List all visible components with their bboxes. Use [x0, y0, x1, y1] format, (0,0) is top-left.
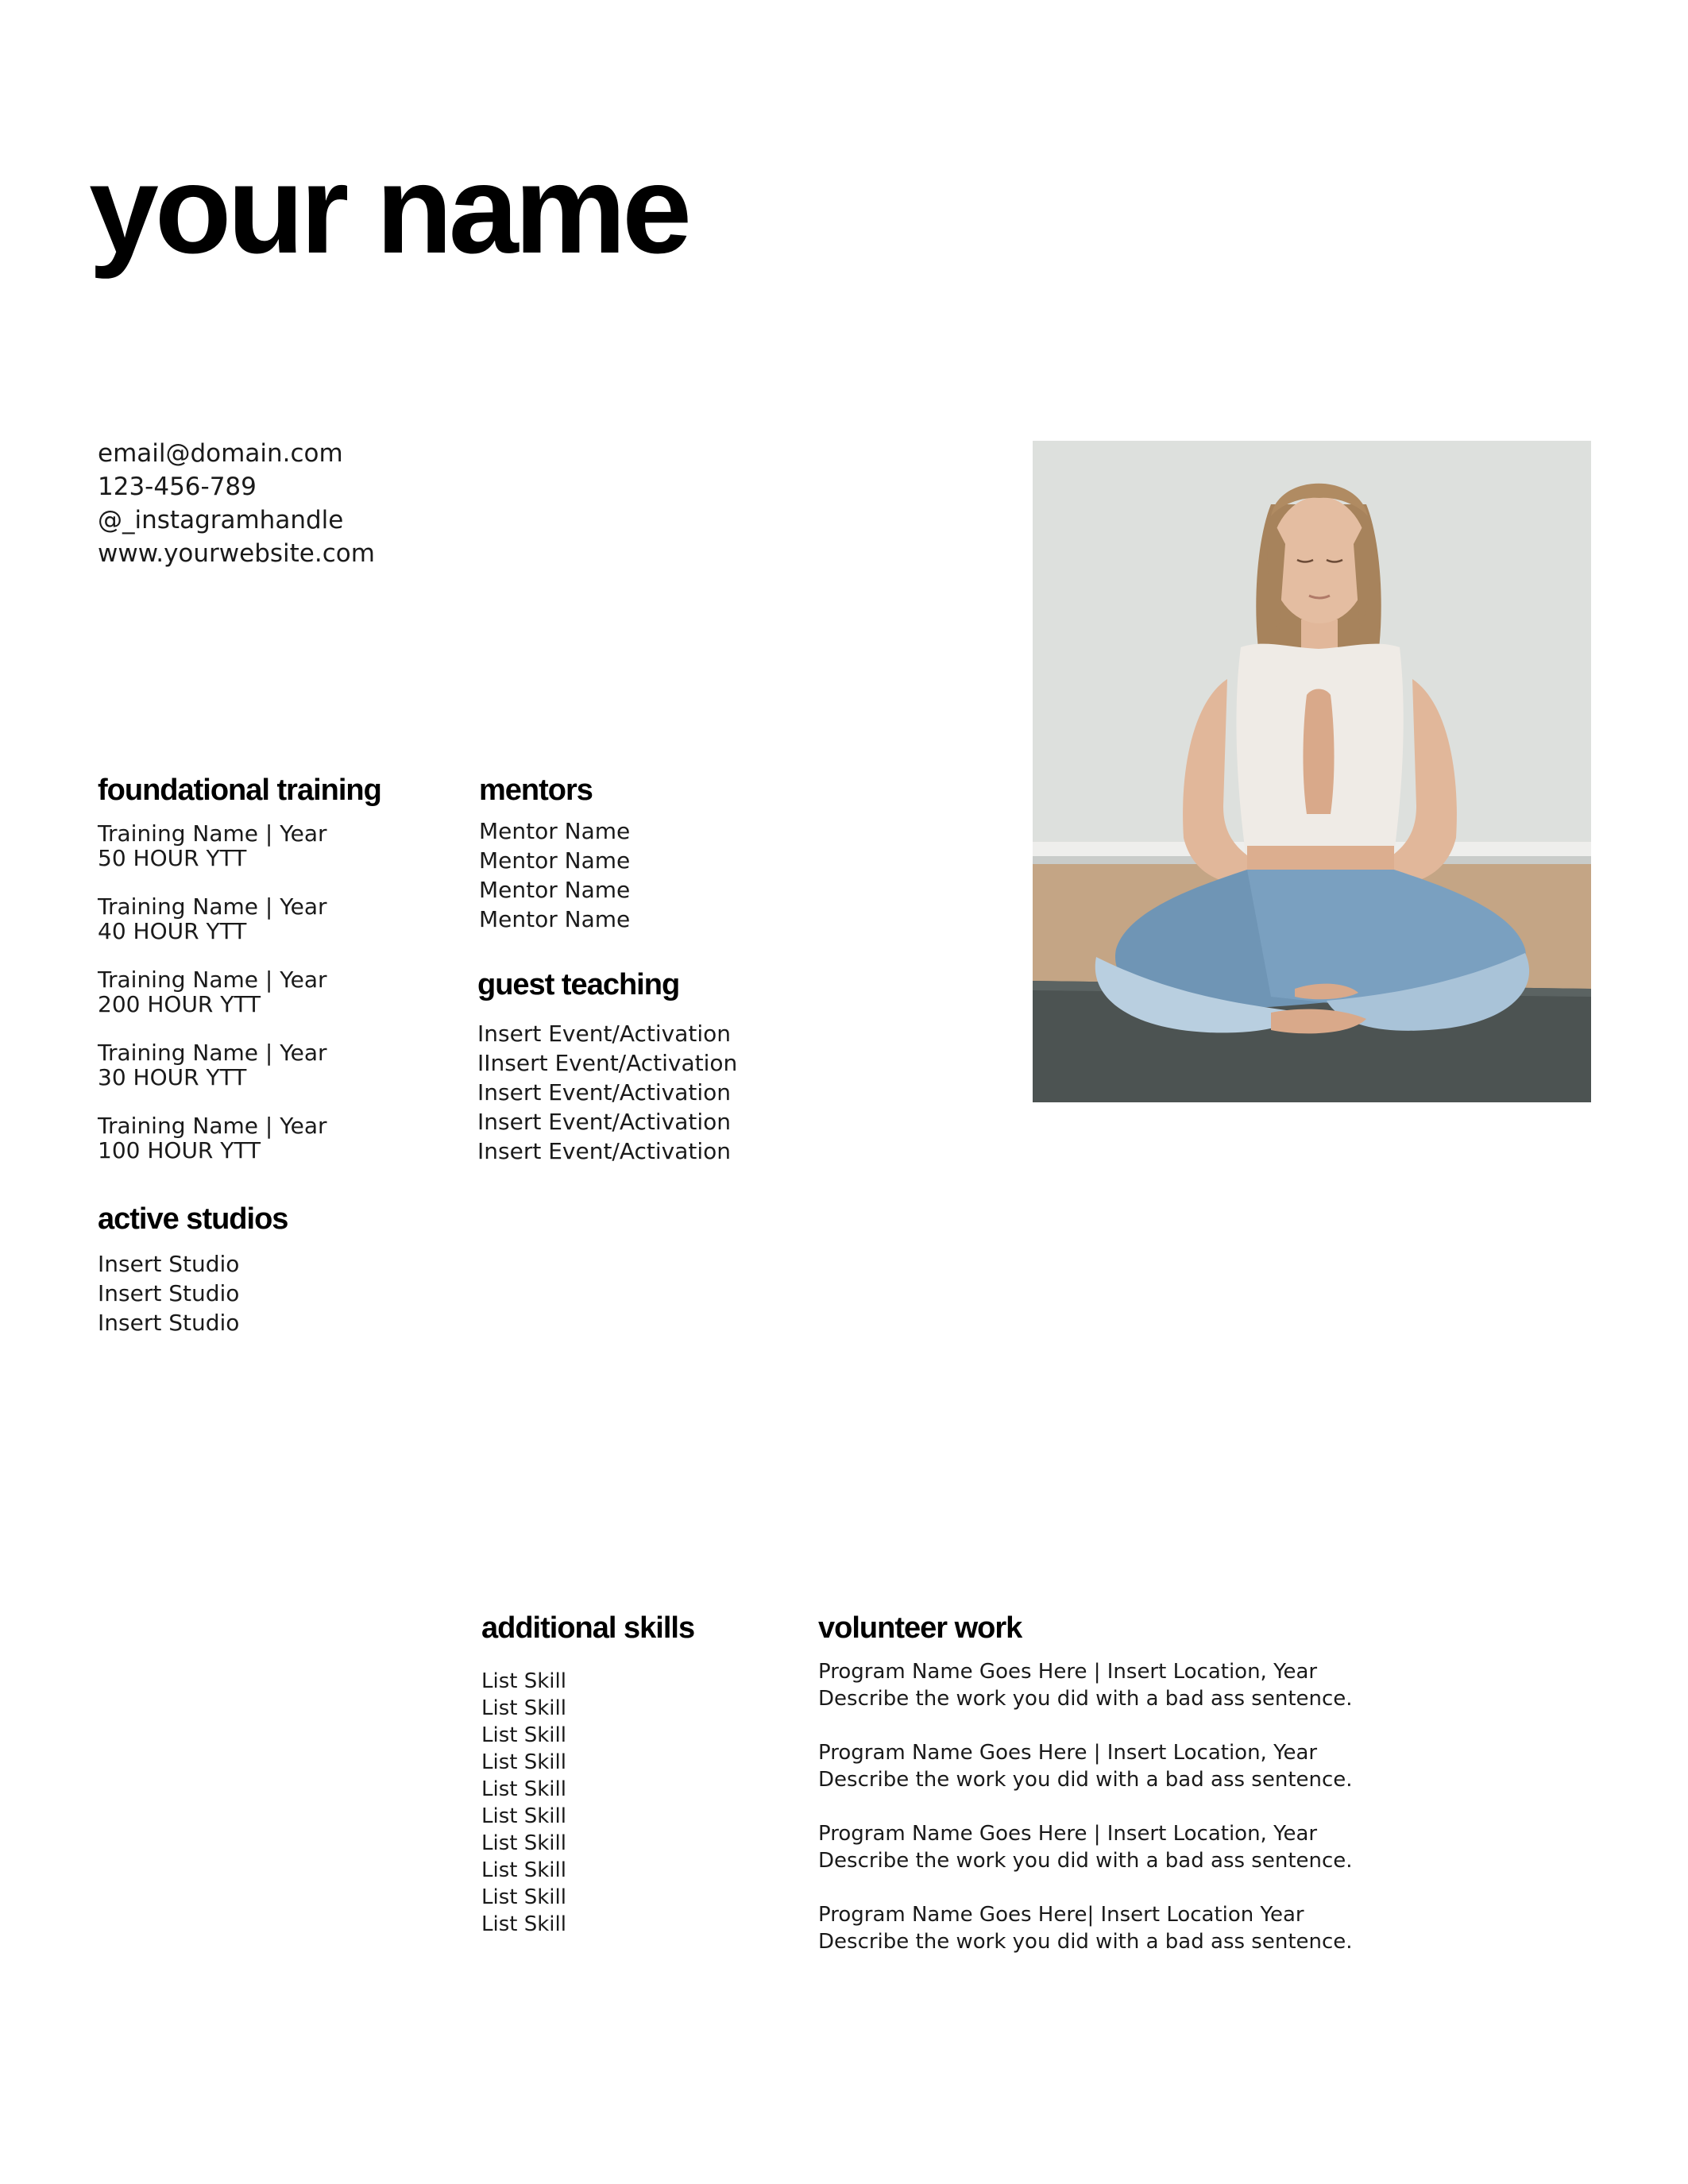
- volunteer-description: Describe the work you did with a bad ass sentence.: [818, 1687, 1353, 1711]
- list-item: Mentor Name: [479, 877, 631, 903]
- guest-teaching-heading: guest teaching: [477, 968, 680, 1001]
- yoga-meditation-photo: [1033, 441, 1591, 1102]
- list-item: [98, 1113, 327, 1163]
- list-item: List Skill: [481, 1696, 566, 1720]
- list-item: List Skill: [481, 1777, 566, 1801]
- contact-phone: 123-456-789: [98, 473, 257, 501]
- volunteer-work-list: [818, 1658, 1353, 1982]
- list-item: [818, 1901, 1353, 1955]
- guest-teaching-list: [477, 1019, 737, 1166]
- list-item: Insert Event/Activation: [477, 1138, 732, 1164]
- list-item: List Skill: [481, 1831, 566, 1855]
- training-name: Training Name | Year: [98, 967, 327, 993]
- training-hours: 30 HOUR YTT: [98, 1064, 247, 1090]
- list-item: [818, 1820, 1353, 1874]
- name-title: your name: [89, 140, 689, 280]
- contact-block: [98, 437, 375, 570]
- list-item: [98, 894, 327, 943]
- contact-email: email@domain.com: [98, 439, 343, 468]
- list-item: Mentor Name: [479, 906, 631, 932]
- list-item: List Skill: [481, 1858, 566, 1882]
- list-item: Insert Studio: [98, 1280, 240, 1306]
- foundational-training-heading: foundational training: [98, 774, 381, 807]
- volunteer-description: Describe the work you did with a bad ass sentence.: [818, 1768, 1353, 1792]
- active-studios-list: [98, 1249, 239, 1337]
- volunteer-program: Program Name Goes Here | Insert Location, Year: [818, 1741, 1318, 1765]
- list-item: [98, 821, 327, 870]
- list-item: Insert Event/Activation: [477, 1079, 732, 1106]
- list-item: Insert Event/Activation: [477, 1109, 732, 1135]
- volunteer-work-heading: volunteer work: [818, 1611, 1022, 1645]
- list-item: List Skill: [481, 1804, 566, 1828]
- training-name: Training Name | Year: [98, 820, 327, 847]
- list-item: List Skill: [481, 1750, 566, 1774]
- training-hours: 40 HOUR YTT: [98, 918, 247, 944]
- list-item: [98, 1040, 327, 1090]
- foundational-training-list: [98, 821, 327, 1187]
- list-item: [98, 967, 327, 1017]
- training-hours: 100 HOUR YTT: [98, 1137, 261, 1163]
- training-name: Training Name | Year: [98, 1113, 327, 1139]
- list-item: Mentor Name: [479, 818, 631, 844]
- active-studios-heading: active studios: [98, 1202, 288, 1236]
- volunteer-program: Program Name Goes Here | Insert Location, Year: [818, 1660, 1318, 1684]
- mentors-heading: mentors: [479, 774, 593, 807]
- volunteer-description: Describe the work you did with a bad ass sentence.: [818, 1849, 1353, 1873]
- list-item: IInsert Event/Activation: [477, 1050, 738, 1076]
- training-hours: 200 HOUR YTT: [98, 991, 261, 1017]
- list-item: [818, 1658, 1353, 1712]
- list-item: [818, 1739, 1353, 1793]
- list-item: List Skill: [481, 1723, 566, 1747]
- list-item: Insert Studio: [98, 1251, 240, 1277]
- contact-website: www.yourwebsite.com: [98, 539, 375, 568]
- list-item: List Skill: [481, 1912, 566, 1936]
- list-item: Insert Studio: [98, 1310, 240, 1336]
- training-name: Training Name | Year: [98, 1040, 327, 1066]
- volunteer-description: Describe the work you did with a bad ass sentence.: [818, 1930, 1353, 1954]
- list-item: List Skill: [481, 1669, 566, 1693]
- contact-instagram: @_instagramhandle: [98, 506, 344, 534]
- training-hours: 50 HOUR YTT: [98, 845, 247, 871]
- additional-skills-heading: additional skills: [481, 1611, 695, 1645]
- volunteer-program: Program Name Goes Here| Insert Location Year: [818, 1903, 1304, 1927]
- additional-skills-list: [481, 1668, 566, 1938]
- mentors-list: [479, 816, 630, 934]
- list-item: List Skill: [481, 1885, 566, 1909]
- volunteer-program: Program Name Goes Here | Insert Location, Year: [818, 1822, 1318, 1846]
- list-item: Mentor Name: [479, 847, 631, 874]
- list-item: Insert Event/Activation: [477, 1021, 732, 1047]
- training-name: Training Name | Year: [98, 893, 327, 920]
